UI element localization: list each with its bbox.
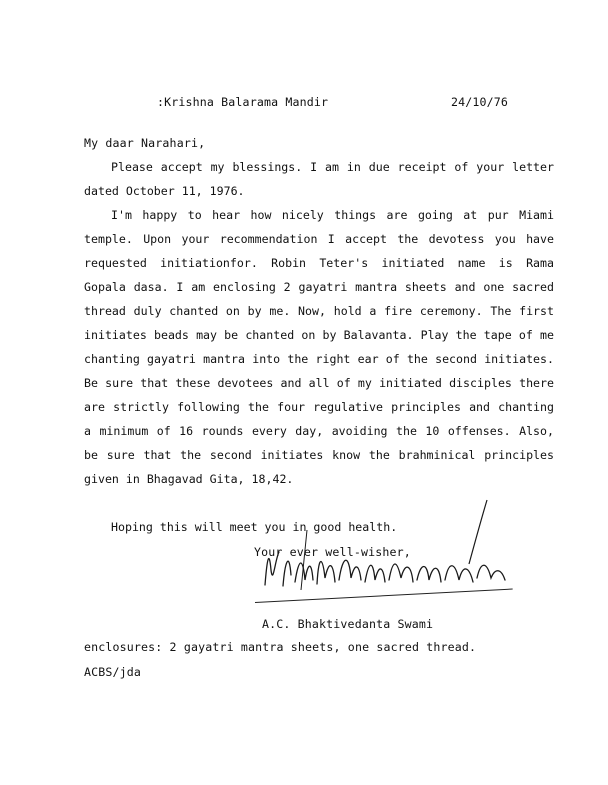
salutation: My daar Narahari, [84,136,206,150]
paragraph-instructions: I'm happy to hear how nicely things are going at pur Miami temple. Upon your recommendation I accept the devotess you have requested initiationfor. Robin Teter's initiated name is Rama Gopala dasa. I am enclosing 2 gayatri mantra sheets and one sacred thread duly chanted on by me. Now, hold a fire ceremony. The first initiates beads may be chanted on by Balavanta. Play the tape of me chanting gayatri mantra into the right ear of the second initiates. Be sure that these devotees and all of my initiated disciples there are strictly following the four regulative principles and chanting a minimum of 16 rounds every day, avoiding the 10 offenses. Also, be sure that the second initiates know the brahminical principles given in Bhagavad Gita, 18,42. [84,208,554,486]
handwritten-signature [255,490,525,610]
enclosures-note: enclosures: 2 gayatri mantra sheets, one sacred thread. [84,640,477,654]
letter-place: :Krishna Balarama Mandir [157,95,329,109]
reference-initials: ACBS/jda [84,665,142,679]
signatory-name: A.C. Bhaktivedanta Swami [262,617,434,631]
closing-line: Your ever well-wisher, [254,545,411,559]
paragraph-blessings: Please accept my blessings. I am in due receipt of your letter dated October 11, 1976. [84,160,554,198]
paragraph-closing-wish: Hoping this will meet you in good health. [111,520,398,534]
letter-date: 24/10/76 [451,95,509,109]
